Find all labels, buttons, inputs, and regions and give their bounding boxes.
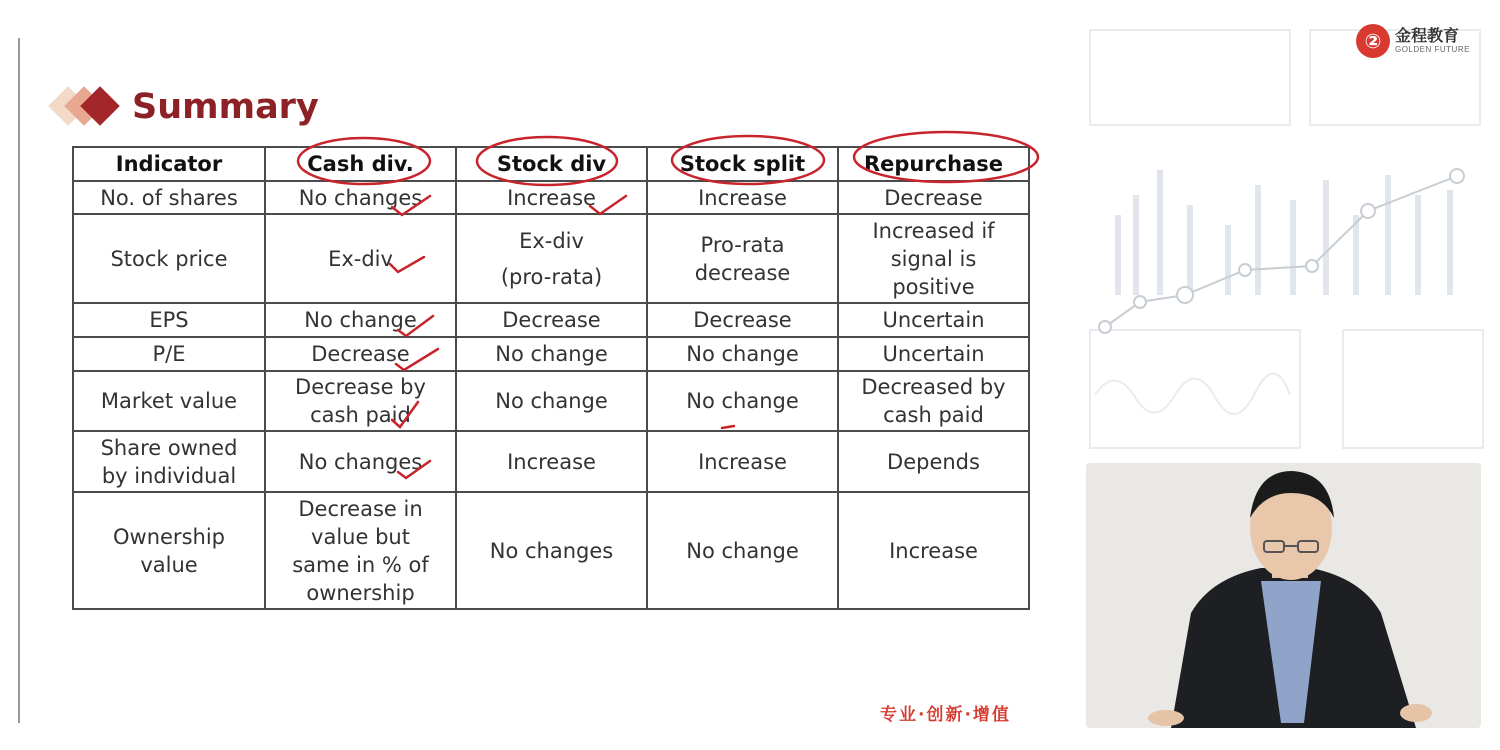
table-row	[73, 337, 1029, 371]
table-cell: Uncertain	[838, 303, 1029, 337]
table-cell: Stock price	[73, 214, 265, 303]
table-cell: Pro-rata decrease	[647, 214, 838, 303]
table-cell: No change	[647, 371, 838, 431]
table-cell: Decrease	[265, 337, 456, 371]
slide-title-block	[48, 82, 319, 132]
slide-title: Summary	[132, 87, 319, 127]
footer-slogan: 专业·创新·增值	[880, 705, 1011, 725]
table-cell: Market value	[73, 371, 265, 431]
table-cell: Depends	[838, 431, 1029, 492]
summary-table	[72, 146, 1030, 610]
table-cell: P/E	[73, 337, 265, 371]
table-cell: No change	[265, 303, 456, 337]
header-stock-split: Stock split	[647, 147, 838, 181]
table-row	[73, 492, 1029, 609]
table-cell: Decrease in value but same in % of ownership	[265, 492, 456, 609]
table-cell: No changes	[265, 431, 456, 492]
brand-logo	[1356, 24, 1470, 58]
table-cell: No change	[647, 337, 838, 371]
table-row	[73, 371, 1029, 431]
table-cell: EPS	[73, 303, 265, 337]
presenter-silhouette-icon	[1086, 463, 1481, 728]
table-cell: Uncertain	[838, 337, 1029, 371]
table-cell: Ex-div (pro-rata)	[456, 214, 647, 303]
table-cell: Increase	[456, 431, 647, 492]
table-cell: Share owned by individual	[73, 431, 265, 492]
table-header-row	[73, 147, 1029, 181]
table-cell: No change	[456, 371, 647, 431]
table-cell: Decreased by cash paid	[838, 371, 1029, 431]
table-cell: No changes	[265, 181, 456, 214]
table-cell: Decrease by cash paid	[265, 371, 456, 431]
header-stock-div: Stock div	[456, 147, 647, 181]
header-repurchase: Repurchase	[838, 147, 1029, 181]
table-cell: No. of shares	[73, 181, 265, 214]
table-cell: Ownership value	[73, 492, 265, 609]
header-cash-div: Cash div.	[265, 147, 456, 181]
table-cell: Increase	[838, 492, 1029, 609]
table-row	[73, 181, 1029, 214]
background-infographic	[1085, 25, 1485, 455]
brand-name: 金程教育	[1395, 26, 1460, 45]
brand-logo-icon: ②	[1356, 24, 1390, 58]
table-cell: No change	[647, 492, 838, 609]
table-cell: Increase	[647, 181, 838, 214]
table-row	[73, 303, 1029, 337]
brand-tagline: GOLDEN FUTURE	[1395, 45, 1470, 54]
table-cell: Ex-div	[265, 214, 456, 303]
table-cell: No changes	[456, 492, 647, 609]
table-cell: Decrease	[456, 303, 647, 337]
header-indicator: Indicator	[73, 147, 265, 181]
table-cell: Increase	[456, 181, 647, 214]
table-row	[73, 431, 1029, 492]
presenter-video	[1086, 463, 1481, 728]
slide-left-rule	[18, 38, 20, 723]
table-cell: Increase	[647, 431, 838, 492]
table-cell: Increased if signal is positive	[838, 214, 1029, 303]
table-cell: No change	[456, 337, 647, 371]
table-cell: Decrease	[838, 181, 1029, 214]
diamond-bullet-icon	[48, 82, 128, 132]
table-cell: Decrease	[647, 303, 838, 337]
table-row	[73, 214, 1029, 303]
